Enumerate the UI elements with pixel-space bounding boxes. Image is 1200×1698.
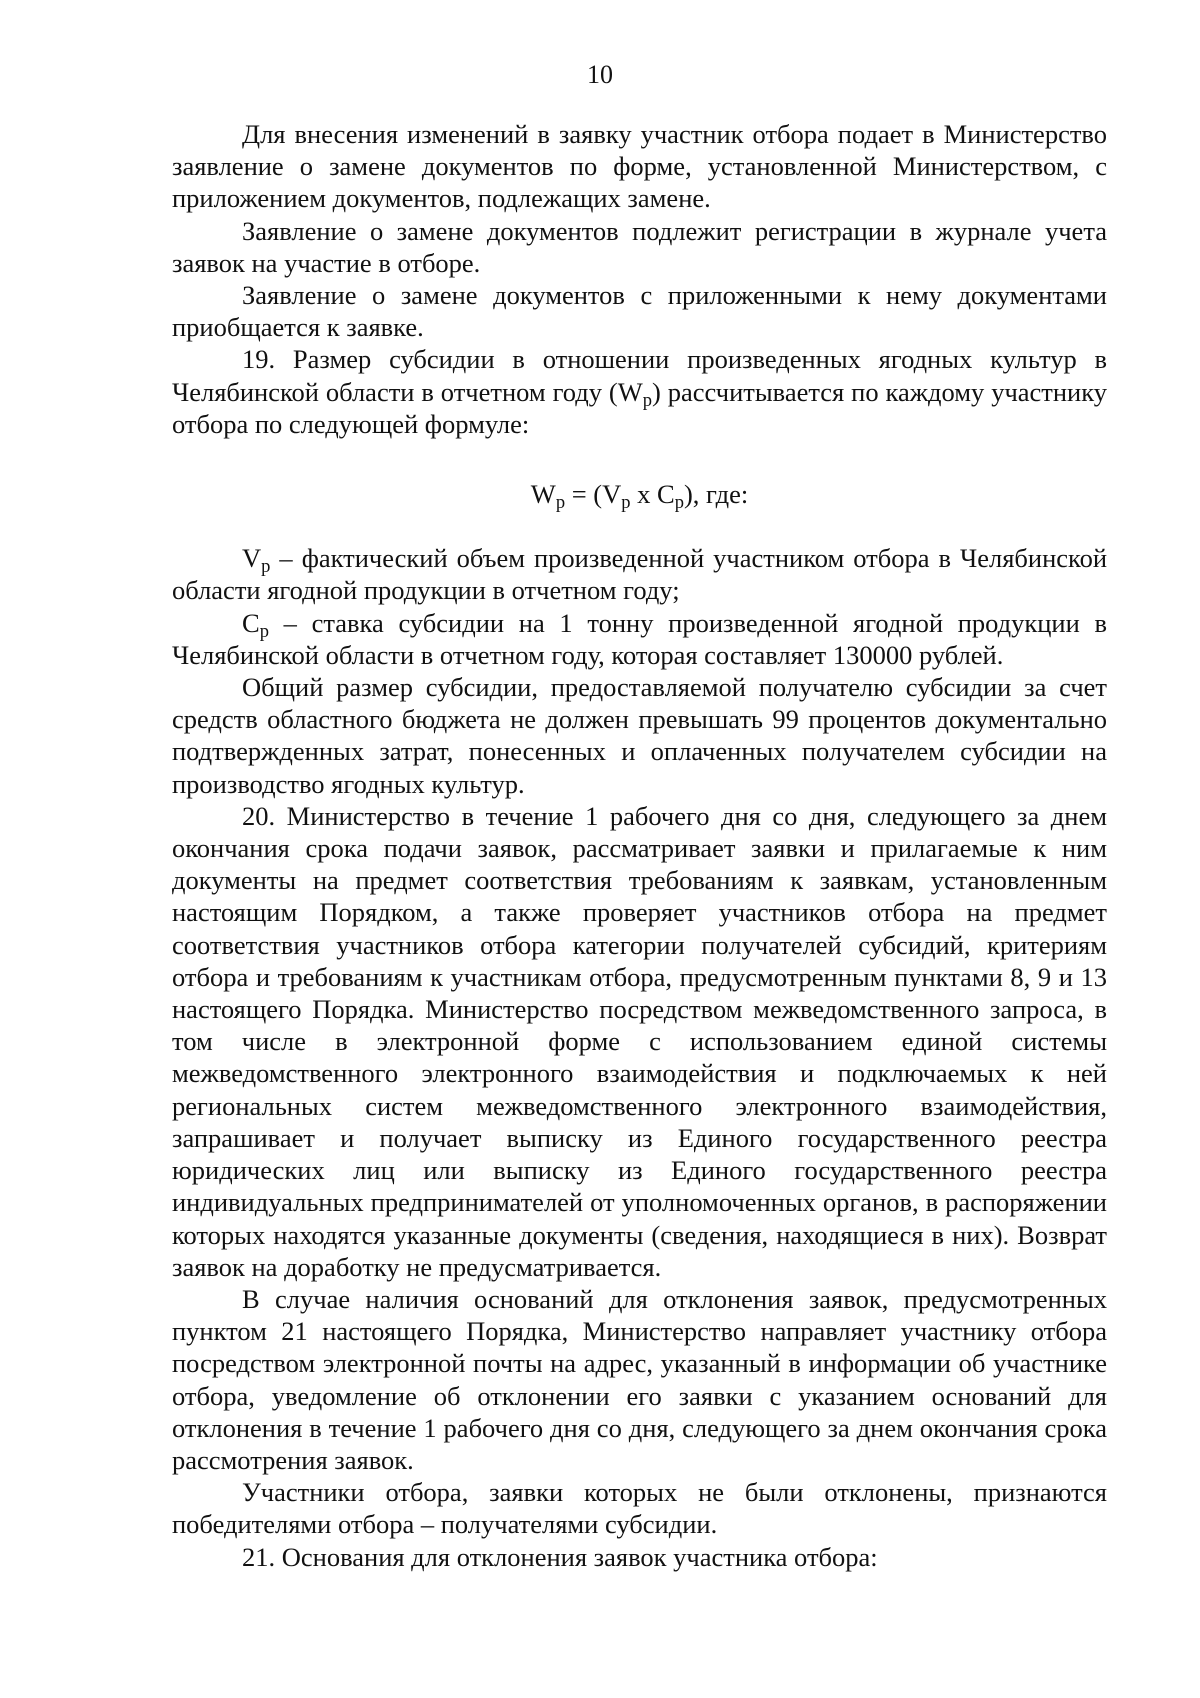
document-body	[172, 118, 1107, 1573]
paragraph-20-review: 20. Министерство в течение 1 рабочего дня со дня, следующего за днем окончания срока подачи заявок, рассматривает заявки и прилагаемые к ним документы на предмет соответствия требованиям к заявкам, установленным настоящим Порядком, а также проверяет участников отбора на предмет соответствия участников отбора категории получателей субсидий, критериям отбора и требованиям к участникам отбора, предусмотренным пунктами 8, 9 и 13 настоящего Порядка. Министерство посредством межведомственного запроса, в том числе в электронной форме с использованием единой системы межведомственного электронного взаимодействия и подключаемых к ней региональных систем межведомственного электронного взаимодействия, запрашивает и получает выписку из Единого государственного реестра юридических лиц или выписку из Единого государственного реестра индивидуальных предпринимателей от уполномоченных органов, в распоряжении которых находятся указанные документы (сведения, находящиеся в них). Возврат заявок на доработку не предусматривается.	[172, 800, 1107, 1282]
definition-vp-text: – фактический объем произведенной участником отбора в Челябинской области ягодной продукции в отчетном году;	[172, 543, 1107, 606]
paragraph-19-subsidy-size	[172, 343, 1107, 440]
paragraph-attachment: Заявление о замене документов с приложенными к нему документами приобщается к заявке.	[172, 280, 1107, 343]
definition-cp-letter: С	[242, 607, 260, 638]
formula-c-subscript: p	[674, 492, 684, 514]
paragraph-total-subsidy: Общий размер субсидии, предоставляемой получателю субсидии за счет средств областного бюджета не должен превышать 99 процентов документально подтвержденных затрат, понесенных и оплаченных получателем субсидии на производство ягодных культур.	[172, 672, 1107, 799]
paragraph-winners: Участники отбора, заявки которых не были отклонены, признаются победителями отбора – получателями субсидии.	[172, 1477, 1107, 1540]
definition-cp-text: – ставка субсидии на 1 тонну произведенной ягодной продукции в Челябинской области в отчетном году, которая составляет 130000 рублей.	[172, 607, 1107, 670]
paragraph-19-text-b: ) рассчитывается по каждому участнику отбора по следующей формуле:	[172, 376, 1107, 439]
definition-cp	[172, 607, 1107, 671]
paragraph-19-subscript: p	[642, 389, 653, 411]
formula-w-subscript: p	[555, 492, 566, 514]
formula-eq-open: = (V	[565, 479, 622, 510]
formula-w: W	[530, 479, 556, 510]
definition-vp-letter: V	[242, 543, 262, 574]
formula-v-subscript: p	[621, 492, 631, 514]
paragraph-registration: Заявление о замене документов подлежит регистрации в журнале учета заявок на участие в отборе.	[172, 215, 1107, 278]
definition-vp	[172, 542, 1107, 606]
paragraph-21-grounds: 21. Основания для отклонения заявок участника отбора:	[242, 1541, 878, 1572]
page-number: 10	[587, 60, 613, 89]
definition-vp-subscript: p	[261, 556, 271, 578]
paragraph-rejection-notice: В случае наличия оснований для отклонения заявок, предусмотренных пунктом 21 настоящего Порядка, Министерство направляет участнику отбора посредством электронной почты на адрес, указанный в информации об участнике отбора, уведомление об отклонении его заявки с указанием оснований для отклонения в течение 1 рабочего дня со дня, следующего за днем окончания срока рассмотрения заявок.	[172, 1283, 1107, 1475]
paragraph-19-text-a: 19. Размер субсидии в отношении произведенных ягодных культур в Челябинской области в отчетном году (W	[172, 344, 1107, 407]
subsidy-formula	[172, 478, 1107, 514]
definition-cp-subscript: р	[259, 620, 269, 642]
formula-times: x C	[630, 479, 675, 510]
paragraph-amendment-procedure: Для внесения изменений в заявку участник отбора подает в Министерство заявление о замене документов по форме, установленной Министерством, с приложением документов, подлежащих замене.	[172, 119, 1107, 214]
formula-tail: ), где:	[683, 479, 749, 510]
